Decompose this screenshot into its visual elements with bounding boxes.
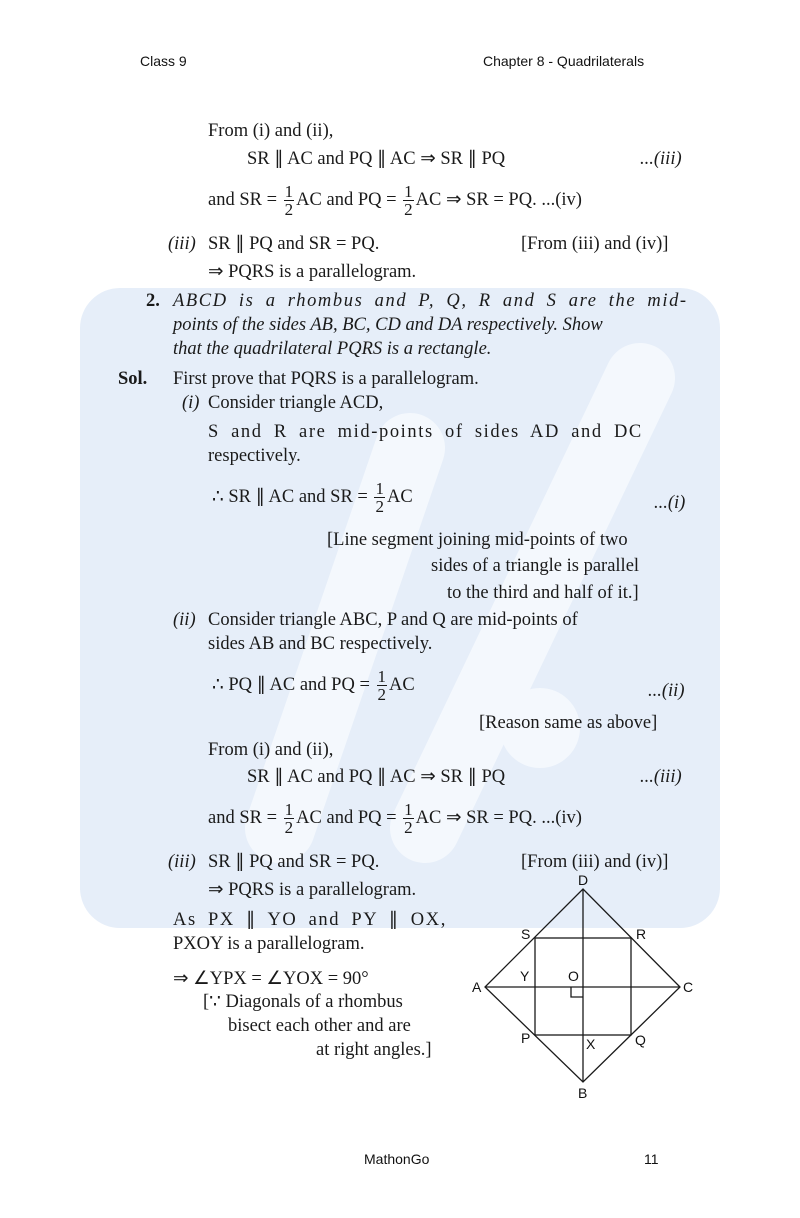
question-number: 2. <box>146 291 160 311</box>
label-p: P <box>521 1030 531 1046</box>
solution-as-line: PXOY is a parallelogram. <box>173 934 365 954</box>
footer-brand: MathonGo <box>364 1151 430 1167</box>
label-x: X <box>586 1036 596 1052</box>
part-ii-reason: [Reason same as above] <box>479 713 658 733</box>
header-chapter: Chapter 8 - Quadrilaterals <box>483 53 645 69</box>
part-ii-label: (ii) <box>173 610 196 630</box>
part-i-reason: sides of a triangle is parallel <box>431 556 640 576</box>
part-ii-text: Consider triangle ABC, P and Q are mid-points of <box>208 610 578 630</box>
solution-step-label: (iii) <box>168 852 196 872</box>
header-class: Class 9 <box>140 53 187 69</box>
fraction-half: $\frac{1}{2}$ <box>284 182 294 219</box>
part-i-text: S and R are mid-points of sides AD and DC <box>208 422 643 442</box>
label-d: D <box>578 872 589 888</box>
question-line: points of the sides AB, BC, CD and DA respectively. Show <box>173 315 603 335</box>
top-step-label: (iii) <box>168 234 196 254</box>
solution-from-line: From (i) and (ii), <box>208 740 334 760</box>
fraction-half: $\frac{1}{2}$ <box>404 182 413 219</box>
label-r: R <box>636 926 647 942</box>
label-a: A <box>472 979 482 995</box>
fraction-half: $\frac{1}{2}$ <box>377 667 387 704</box>
part-ii-tag: ...(ii) <box>648 681 685 701</box>
question-line: that the quadrilateral PQRS is a rectangle. <box>173 339 492 359</box>
solution-reason: bisect each other and are <box>228 1016 411 1036</box>
part-i-text: respectively. <box>208 446 301 466</box>
label-b: B <box>578 1085 588 1101</box>
part-ii-text: sides AB and BC respectively. <box>208 634 433 654</box>
part-i-tag: ...(i) <box>654 493 686 513</box>
fraction-half: $\frac{1}{2}$ <box>375 479 384 516</box>
part-i-reason: [Line segment joining mid-points of two <box>327 530 628 550</box>
label-c: C <box>683 979 694 995</box>
solution-label: Sol. <box>118 369 148 389</box>
solution-eq-iii: SR ∥ AC and PQ ∥ AC ⇒ SR ∥ PQ <box>247 767 506 787</box>
rhombus-figure <box>460 860 720 1110</box>
right-angle-mark <box>571 987 583 997</box>
fraction-half: $\frac{1}{2}$ <box>404 800 413 837</box>
top-step-reason: [From (iii) and (iv)] <box>521 234 669 254</box>
solution-reason: at right angles.] <box>316 1040 432 1060</box>
solution-intro: First prove that PQRS is a parallelogram. <box>173 369 479 389</box>
solution-conclusion: ⇒ PQRS is a parallelogram. <box>208 880 417 900</box>
fraction-half: $\frac{1}{2}$ <box>284 800 294 837</box>
label-s: S <box>521 926 531 942</box>
part-ii-equation: ∴ PQ ∥ AC and PQ = $\frac{1}{2}$ AC <box>212 667 415 704</box>
solution-step-reason: [From (iii) and (iv)] <box>521 852 669 872</box>
solution-reason: [∵ Diagonals of a rhombus <box>203 992 403 1012</box>
label-o: O <box>568 968 579 984</box>
top-conclusion: ⇒ PQRS is a parallelogram. <box>208 262 417 282</box>
top-eq-iv: and SR = $\frac{1}{2}$ AC and PQ = $\frac{1}{2}$ AC ⇒ SR = PQ. ...(iv) <box>208 182 582 219</box>
part-i-reason: to the third and half of it.] <box>447 583 639 603</box>
solution-eq-iii-tag: ...(iii) <box>640 767 682 787</box>
label-q: Q <box>635 1032 646 1048</box>
label-y: Y <box>520 968 530 984</box>
question-line: ABCD is a rhombus and P, Q, R and S are the mid- <box>173 291 688 311</box>
top-eq-iii: SR ∥ AC and PQ ∥ AC ⇒ SR ∥ PQ <box>247 149 506 169</box>
top-step-text: SR ∥ PQ and SR = PQ. <box>208 234 380 254</box>
part-i-title: Consider triangle ACD, <box>208 393 384 413</box>
page-number: 11 <box>644 1151 659 1167</box>
top-eq-iii-tag: ...(iii) <box>640 149 682 169</box>
solution-step-text: SR ∥ PQ and SR = PQ. <box>208 852 380 872</box>
part-i-label: (i) <box>182 393 200 413</box>
solution-eq-iv: and SR = $\frac{1}{2}$ AC and PQ = $\frac{1}{2}$ AC ⇒ SR = PQ. ...(iv) <box>208 800 582 837</box>
solution-as-line: As PX ∥ YO and PY ∥ OX, <box>173 910 447 930</box>
part-i-equation: ∴ SR ∥ AC and SR = $\frac{1}{2}$ AC <box>212 479 413 516</box>
top-from-line: From (i) and (ii), <box>208 121 334 141</box>
solution-angle-line: ⇒ ∠YPX = ∠YOX = 90° <box>173 969 369 989</box>
